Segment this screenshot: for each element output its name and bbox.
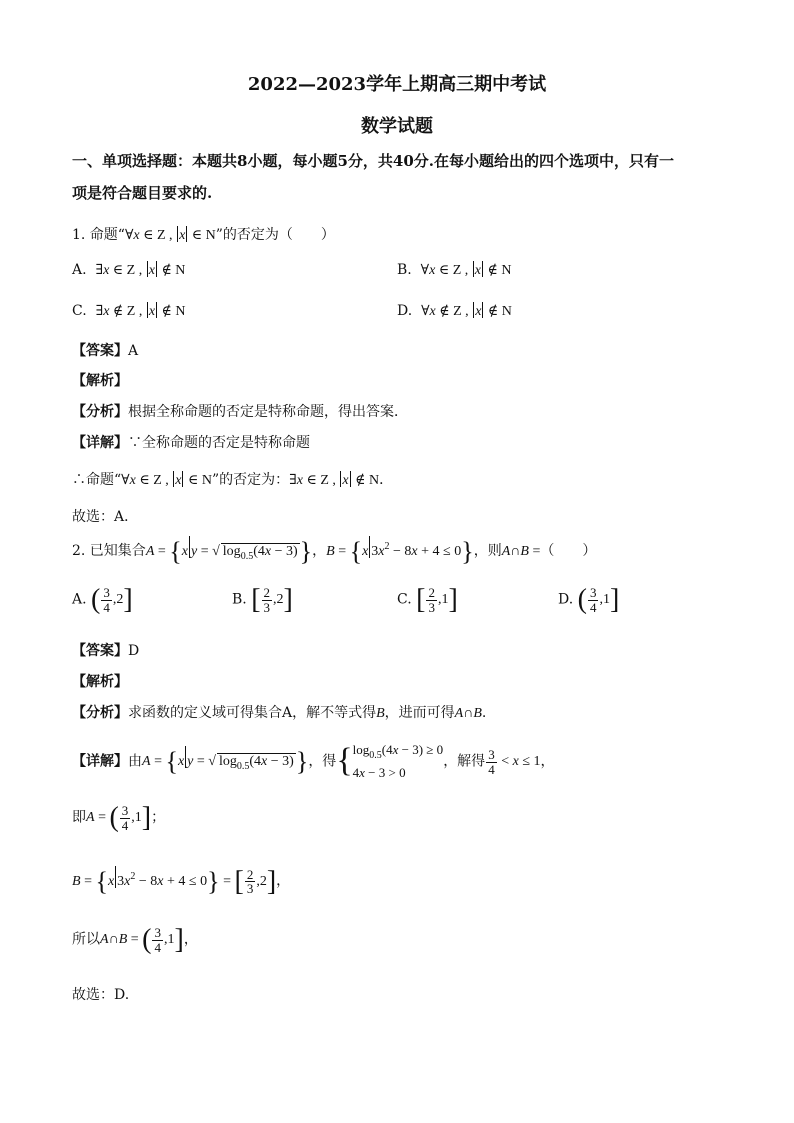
q2-option-b: B. [ $\frac{2}{3}$ ,2] — [232, 584, 293, 616]
q1-conclusion: ∴命题“∀x ∈ Z , x ∈ N”的否定为：∃x ∈ Z , x ∉ N． — [72, 472, 394, 488]
q1-option-d-label: D. — [397, 303, 413, 319]
exam-title: 2022—2023学年上期高三期中考试 — [247, 74, 547, 95]
q2-option-b-label: B. — [232, 591, 247, 608]
section-heading-line2: 项是符合题目要求的. — [72, 184, 213, 202]
q1-choose: 故选：A． — [72, 509, 139, 525]
q2-choose: 故选：D. — [72, 987, 130, 1003]
q2-analysis-label: 【解析】 — [72, 674, 128, 690]
q2-option-a-label: A. — [72, 591, 87, 608]
q1-detail — [72, 432, 310, 452]
q2-option-c: C. [ $\frac{2}{3}$ ,1] — [397, 584, 458, 616]
q1-detail-text: ∵全称命题的否定是特称命题 — [128, 435, 310, 451]
q1-fenxi — [72, 401, 408, 421]
q1-answer-value: A — [128, 343, 139, 359]
q1-stem-prefix: 1. 命题“ — [72, 227, 125, 243]
q2-detail-prefix: 由 — [128, 753, 142, 770]
q2-stem-end: （ ） — [540, 543, 597, 559]
q1-formula: ∀x ∈ Z , x ∈ N — [124, 228, 216, 243]
q1-option-b: B. ∀x ∈ Z , x ∉ N — [397, 262, 512, 278]
q2-detail-label: 【详解】 — [72, 753, 128, 770]
q2-answer-label: 【答案】 — [72, 643, 128, 659]
q1-answer — [72, 340, 138, 360]
q1-option-a: A. ∃x ∈ Z , x ∉ N — [72, 262, 186, 278]
q1-stem — [72, 224, 335, 244]
q2-fenxi-text-a: 求函数的定义域可得集合A，解不等式得 — [128, 705, 377, 721]
q2-option-d-label: D. — [558, 591, 574, 608]
q2-suoyi: 所以A∩B = ( $\frac{3}{4}$ ,1]， — [72, 924, 198, 956]
q2-detail-solve: ，解得 — [443, 753, 486, 770]
q1-detail-label: 【详解】 — [72, 435, 128, 451]
q2-fenxi-label: 【分析】 — [72, 705, 128, 721]
q2-ji-label: 即 — [72, 809, 86, 826]
q1-analysis-label: 【解析】 — [72, 373, 128, 389]
q2-detail: 【详解】由A = {x y = √ $\log_{0.5}(4x - 3)$}，得 { $\log_{0.5}(4x - 3) \ge 0$ 4x − 3 > 0 ，解得 $\frac{3}{4}$ < x ≤ 1， — [72, 740, 555, 783]
q1-option-c-label: C. — [72, 303, 87, 319]
q2-option-a: A. ( $\frac{3}{4}$ ,2] — [72, 584, 133, 616]
q2-option-d: D. ( $\frac{3}{4}$ ,1] — [558, 584, 620, 616]
q1-option-a-label: A. — [72, 262, 87, 278]
q1-stem-suffix: ”的否定为（ ） — [215, 227, 335, 243]
q1-option-b-label: B. — [397, 262, 412, 278]
q1-conclusion-mid: ”的否定为： — [211, 472, 290, 488]
q2-set-b: B = {x $3x^2 - 8x + 4 \le 0$} = [ $\frac{2}{3}$ ,2]， — [72, 865, 291, 897]
q1-conclusion-end: ． — [379, 472, 394, 488]
q1-option-c: C. ∃x ∉ Z , x ∉ N — [72, 303, 186, 319]
q2-stem: 2. 已知集合A = {x y = √ $\log_{0.5}(4x - 3)$}，B = {x $3x^2 - 8x + 4 \le 0$}，则A∩B =（ ） — [72, 536, 597, 566]
q2-answer-value: D — [128, 643, 140, 659]
q2-answer — [72, 640, 139, 660]
q1-answer-label: 【答案】 — [72, 343, 128, 359]
q2-fenxi: 【分析】求函数的定义域可得集合A，解不等式得B，进而可得A∩B. — [72, 705, 487, 721]
q2-suoyi-label: 所以 — [72, 931, 100, 948]
q1-fenxi-label: 【分析】 — [72, 404, 128, 420]
q2-fenxi-text-b: ，进而可得 — [384, 705, 455, 721]
q2-stem-prefix: 2. 已知集合 — [72, 543, 146, 559]
q2-inequality-system: { $\log_{0.5}(4x - 3) \ge 0$ 4x − 3 > 0 — [336, 742, 444, 780]
exam-subtitle: 数学试题 — [361, 116, 433, 137]
section-heading-line1: 一、单项选择题：本题共8小题，每小题5分，共40分.在每小题给出的四个选项中，只有一 — [72, 152, 674, 170]
q1-fenxi-text: 根据全称命题的否定是特称命题，得出答案． — [128, 404, 408, 420]
q1-conclusion-prefix: ∴命题“ — [72, 472, 122, 488]
q2-detail-get: ，得 — [308, 753, 337, 770]
q1-option-d: D. ∀x ∉ Z , x ∉ N — [397, 303, 512, 319]
q2-option-c-label: C. — [397, 591, 412, 608]
q2-stem-suffix: ，则 — [473, 543, 502, 559]
q2-ji: 即A = ( $\frac{3}{4}$ ,1]； — [72, 802, 166, 834]
